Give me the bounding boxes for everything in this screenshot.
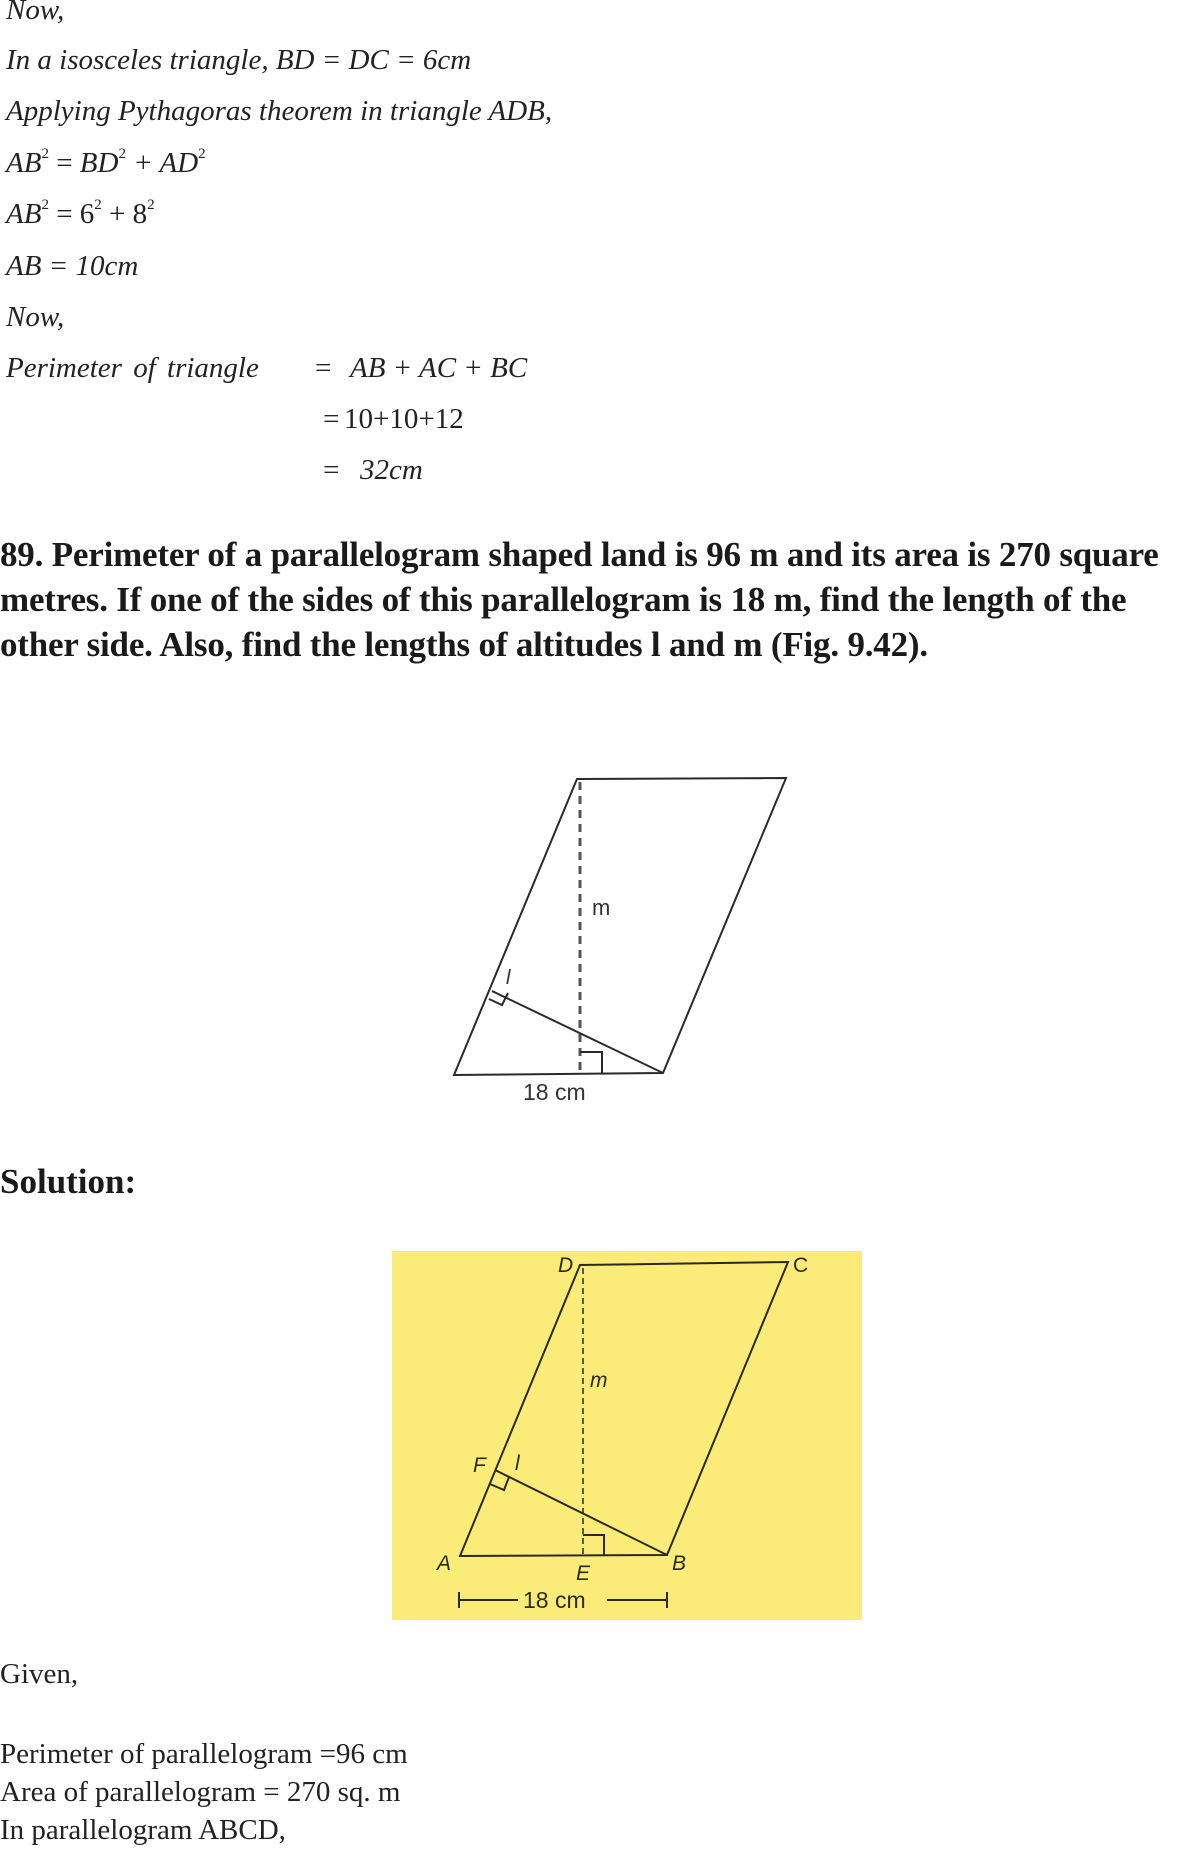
perimeter-eq-2: = (323, 403, 340, 435)
given-heading: Given, (0, 1658, 79, 1690)
perimeter-eq-3: = (323, 454, 340, 486)
exponent: 2 (94, 197, 102, 213)
isosceles-prefix: In a isosceles triangle, (6, 44, 276, 76)
exponent: 2 (198, 146, 206, 162)
vertex-label-b: B (672, 1552, 687, 1575)
label-l: l (515, 1452, 520, 1475)
label-m: m (592, 895, 611, 920)
vertex-label-e: E (576, 1562, 591, 1585)
line-now-1: Now, (6, 0, 65, 26)
right-angle-e (583, 1535, 604, 1556)
question-number: 89. (0, 535, 44, 574)
lhs: AB (6, 147, 42, 179)
perimeter-eq-1: = (315, 352, 332, 384)
solution-heading: Solution: (0, 1162, 137, 1201)
given-area: Area of parallelogram = 270 sq. m (0, 1776, 401, 1808)
line-perimeter-label: Perimeter of triangle (6, 352, 259, 384)
vertex-label-f: F (473, 1454, 486, 1477)
base-length-label: 18 cm (523, 1079, 586, 1105)
line-ab-result: AB = 10cm (6, 250, 139, 282)
perimeter-sum: 10+10+12 (344, 403, 464, 435)
vertex-label-d: D (558, 1254, 574, 1277)
perimeter-result: 32cm (360, 454, 423, 486)
dimension-label: 18 cm (523, 1587, 586, 1613)
lhs-exponent: 2 (41, 197, 49, 213)
term: + AD (125, 147, 199, 179)
term: + 8 (101, 198, 148, 230)
line-ab-squared-formula: $AB^2 = BD^2 + AD^2$ (6, 146, 206, 179)
isosceles-expr: BD = DC = 6cm (275, 44, 472, 76)
label-l: l (506, 967, 511, 989)
line-ab-squared-values: $AB^2 = 6^2 + 8^2$ (6, 197, 155, 230)
vertex-label-a: A (437, 1552, 452, 1575)
lhs: AB (6, 198, 42, 230)
perimeter-expr: AB + AC + BC (350, 352, 528, 384)
term: BD (79, 147, 119, 179)
exponent: 2 (118, 146, 126, 162)
term: 6 (79, 198, 95, 230)
given-parallelogram: In parallelogram ABCD, (0, 1814, 286, 1846)
altitude-bf (495, 1470, 667, 1555)
vertex-label-c: C (793, 1254, 809, 1277)
label-m: m (590, 1369, 608, 1392)
line-applying-pythagoras: Applying Pythagoras theorem in triangle ADB, (6, 95, 553, 127)
parallelogram-abcd (460, 1262, 788, 1556)
given-perimeter: Perimeter of parallelogram =96 cm (0, 1738, 408, 1770)
exponent: 2 (147, 197, 155, 213)
lhs-exponent: 2 (41, 146, 49, 162)
question-text: Perimeter of a parallelogram shaped land is 96 m and its area is 270 square metres. If one of the sides of this parallelogram is 18 m, find the length of the other side. Also, find the lengths of altitudes l and m (Fig. 9.42). (0, 535, 1159, 664)
line-now-2: Now, (6, 301, 65, 333)
